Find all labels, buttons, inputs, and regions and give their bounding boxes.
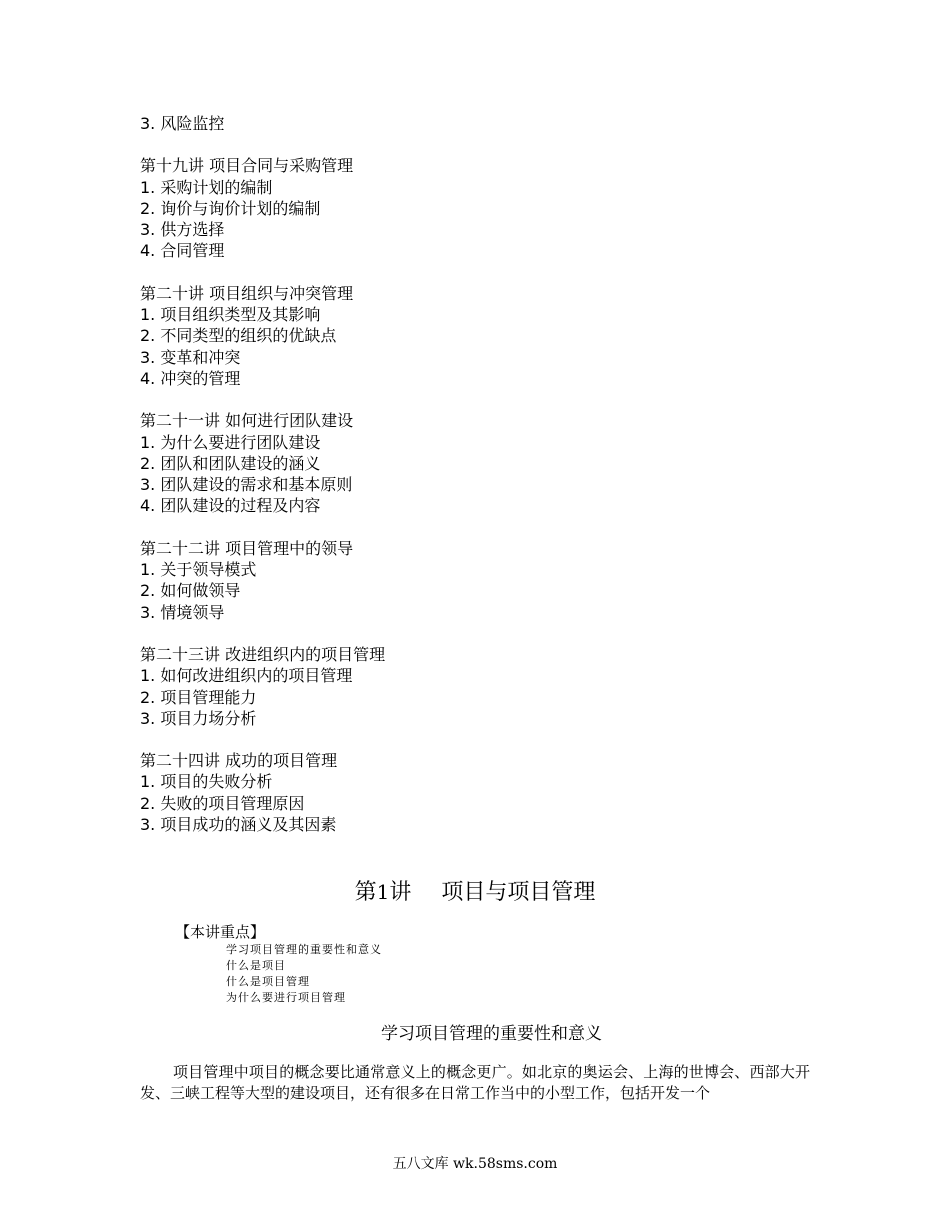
outline-section [140, 538, 820, 623]
outline-section [140, 113, 820, 134]
outline-item: 1. 如何改进组织内的项目管理 [140, 666, 353, 686]
outline-item: 2. 如何做领导 [140, 581, 241, 601]
outline-item: 2. 失败的项目管理原因 [140, 793, 305, 813]
outline-item: 3. 团队建设的需求和基本原则 [140, 475, 353, 495]
key-point: 什么是项目管理 [226, 975, 310, 988]
outline-item: 3. 风险监控 [140, 114, 225, 133]
outline-section [140, 410, 820, 516]
body-paragraph: 项目管理中项目的概念要比通常意义上的概念更广。如北京的奥运会、上海的世博会、西部大开发、三峡工程等大型的建设项目，还有很多在日常工作当中的小型工作，包括开发一个 [140, 1063, 810, 1102]
outline-item: 2. 项目管理能力 [140, 687, 257, 707]
outline-section [140, 155, 820, 261]
course-outline [140, 113, 820, 856]
key-point: 为什么要进行项目管理 [226, 991, 346, 1004]
outline-item: 4. 团队建设的过程及内容 [140, 496, 321, 516]
outline-item: 3. 供方选择 [140, 220, 225, 240]
footer-watermark: 五八文库 wk.58sms.com [392, 1156, 558, 1172]
lecture-title: 第二十二讲 项目管理中的领导 [140, 538, 354, 558]
section-title: 学习项目管理的重要性和意义 [381, 1024, 602, 1044]
chapter-name: 项目与项目管理 [441, 880, 596, 905]
outline-item: 1. 项目的失败分析 [140, 772, 273, 792]
outline-item: 2. 团队和团队建设的涵义 [140, 453, 321, 473]
lecture-title: 第二十四讲 成功的项目管理 [140, 751, 338, 771]
key-points-heading: 【本讲重点】 [175, 923, 266, 941]
chapter-suffix: 讲 [389, 880, 412, 905]
key-points-list [226, 942, 382, 1006]
outline-item: 3. 变革和冲突 [140, 347, 241, 367]
key-point: 什么是项目 [226, 959, 286, 972]
lecture-title: 第二十讲 项目组织与冲突管理 [140, 283, 354, 303]
outline-section [140, 750, 820, 835]
chapter-number: 1 [376, 880, 390, 904]
chapter-prefix: 第 [354, 880, 377, 905]
outline-item: 1. 采购计划的编制 [140, 177, 273, 197]
outline-item: 1. 关于领导模式 [140, 560, 257, 580]
lecture-title: 第二十三讲 改进组织内的项目管理 [140, 644, 386, 664]
outline-item: 1. 项目组织类型及其影响 [140, 305, 321, 325]
outline-item: 3. 项目成功的涵义及其因素 [140, 815, 337, 835]
outline-section [140, 644, 820, 729]
chapter-title [0, 877, 950, 908]
outline-item: 4. 冲突的管理 [140, 368, 241, 388]
key-point: 学习项目管理的重要性和意义 [226, 943, 382, 956]
key-points [175, 922, 382, 1006]
lecture-title: 第十九讲 项目合同与采购管理 [140, 156, 354, 176]
outline-section [140, 283, 820, 389]
outline-item: 4. 合同管理 [140, 241, 225, 261]
outline-item: 1. 为什么要进行团队建设 [140, 432, 321, 452]
outline-item: 2. 不同类型的组织的优缺点 [140, 326, 337, 346]
outline-item: 2. 询价与询价计划的编制 [140, 198, 321, 218]
outline-item: 3. 情境领导 [140, 602, 225, 622]
lecture-title: 第二十一讲 如何进行团队建设 [140, 411, 354, 431]
outline-item: 3. 项目力场分析 [140, 708, 257, 728]
